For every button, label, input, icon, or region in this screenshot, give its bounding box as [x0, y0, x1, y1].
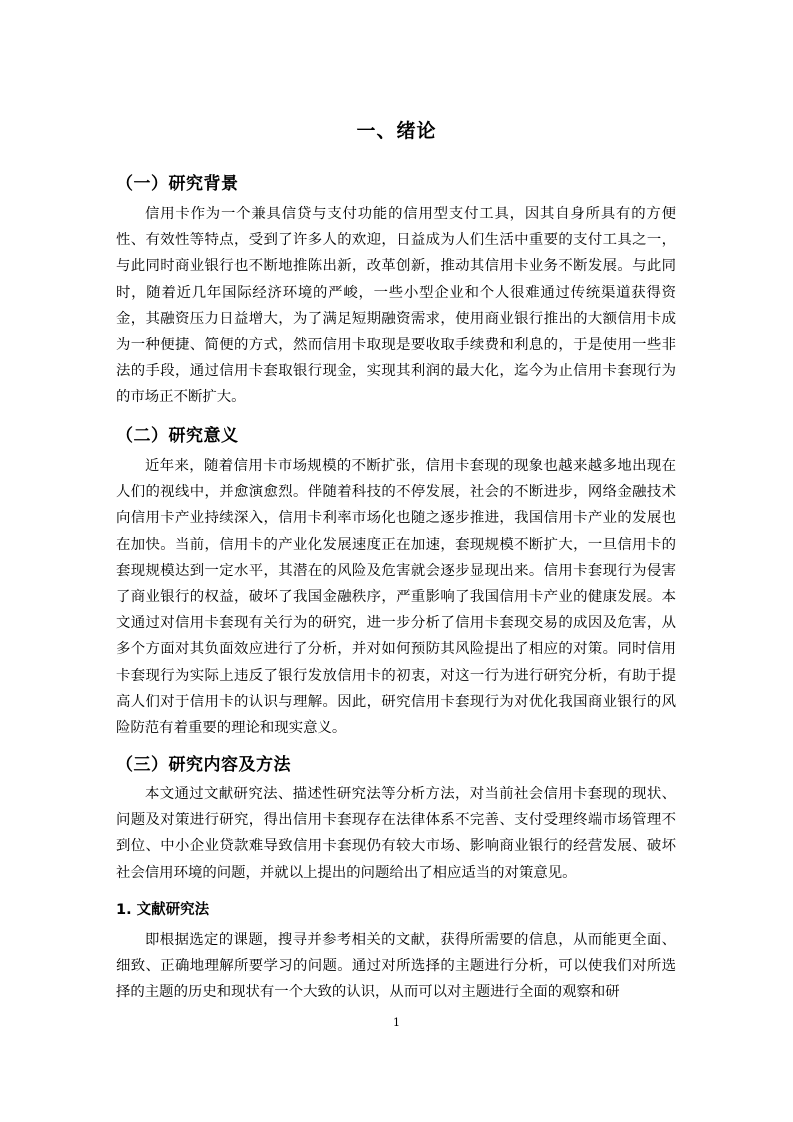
- paragraph-background: 信用卡作为一个兼具信贷与支付功能的信用型支付工具，因其自身所具有的方便性、有效性等特点，受到了许多人的欢迎，日益成为人们生活中重要的支付工具之一，与此同时商业银行也不断地推陈出新，改革创新，推动其信用卡业务不断发展。与此同时，随着近几年国际经济环境的严峻，一些小型企业和个人很难通过传统渠道获得资金，其融资压力日益增大，为了满足短期融资需求，使用商业银行推出的大额信用卡成为一种便捷、简便的方式，然而信用卡取现是要收取手续费和利息的，于是使用一些非法的手段，通过信用卡套取银行现金，实现其利润的最大化，迄今为止信用卡套现行为的市场正不断扩大。: [116, 206, 676, 406]
- section-heading-background: （一）研究背景: [116, 174, 239, 194]
- paragraph-significance: 近年来，随着信用卡市场规模的不断扩张，信用卡套现的现象也越来越多地出现在人们的视线中，并愈演愈烈。伴随着科技的不停发展，社会的不断进步，网络金融技术向信用卡产业持续深入，信用卡利率市场化也随之逐步推进，我国信用卡产业的发展也在加快。当前，信用卡的产业化发展速度正在加速，套现规模不断扩大，一旦信用卡的套现规模达到一定水平，其潜在的风险及危害就会逐步显现出来。信用卡套现行为侵害了商业银行的权益，破坏了我国金融秩序，严重影响了我国信用卡产业的健康发展。本文通过对信用卡套现有关行为的研究，进一步分析了信用卡套现交易的成因及危害，从多个方面对其负面效应进行了分析，并对如何预防其风险提出了相应的对策。同时信用卡套现行为实际上违反了银行发放信用卡的初衷，对这一行为进行研究分析，有助于提高人们对于信用卡的认识与理解。因此，研究信用卡套现行为对优化我国商业银行的风险防范有着重要的理论和现实意义。: [116, 458, 676, 737]
- section-heading-content-methods: （三）研究内容及方法: [116, 755, 291, 775]
- paragraph-literature-research: 即根据选定的课题，搜寻并参考相关的文献，获得所需要的信息，从而能更全面、细致、正确地理解所要学习的问题。通过对所选择的主题进行分析，可以使我们对所选择的主题的历史和现状有一个大致的认识，从而可以对主题进行全面的观察和研: [116, 932, 676, 1001]
- page-number: 1: [393, 1016, 400, 1029]
- subsection-heading-literature-research: 1. 文献研究法: [116, 902, 210, 918]
- chapter-title: 一、绪论: [356, 120, 437, 142]
- section-heading-significance: （二）研究意义: [116, 426, 239, 446]
- paragraph-content-methods: 本文通过文献研究法、描述性研究法等分析方法，对当前社会信用卡套现的现状、问题及对策进行研究，得出信用卡套现存在法律体系不完善、支付受理终端市场管理不到位、中小企业贷款难导致信用卡套现仍有较大市场、影响商业银行的经营发展、破坏社会信用环境的问题，并就以上提出的问题给出了相应适当的对策意见。: [116, 786, 676, 881]
